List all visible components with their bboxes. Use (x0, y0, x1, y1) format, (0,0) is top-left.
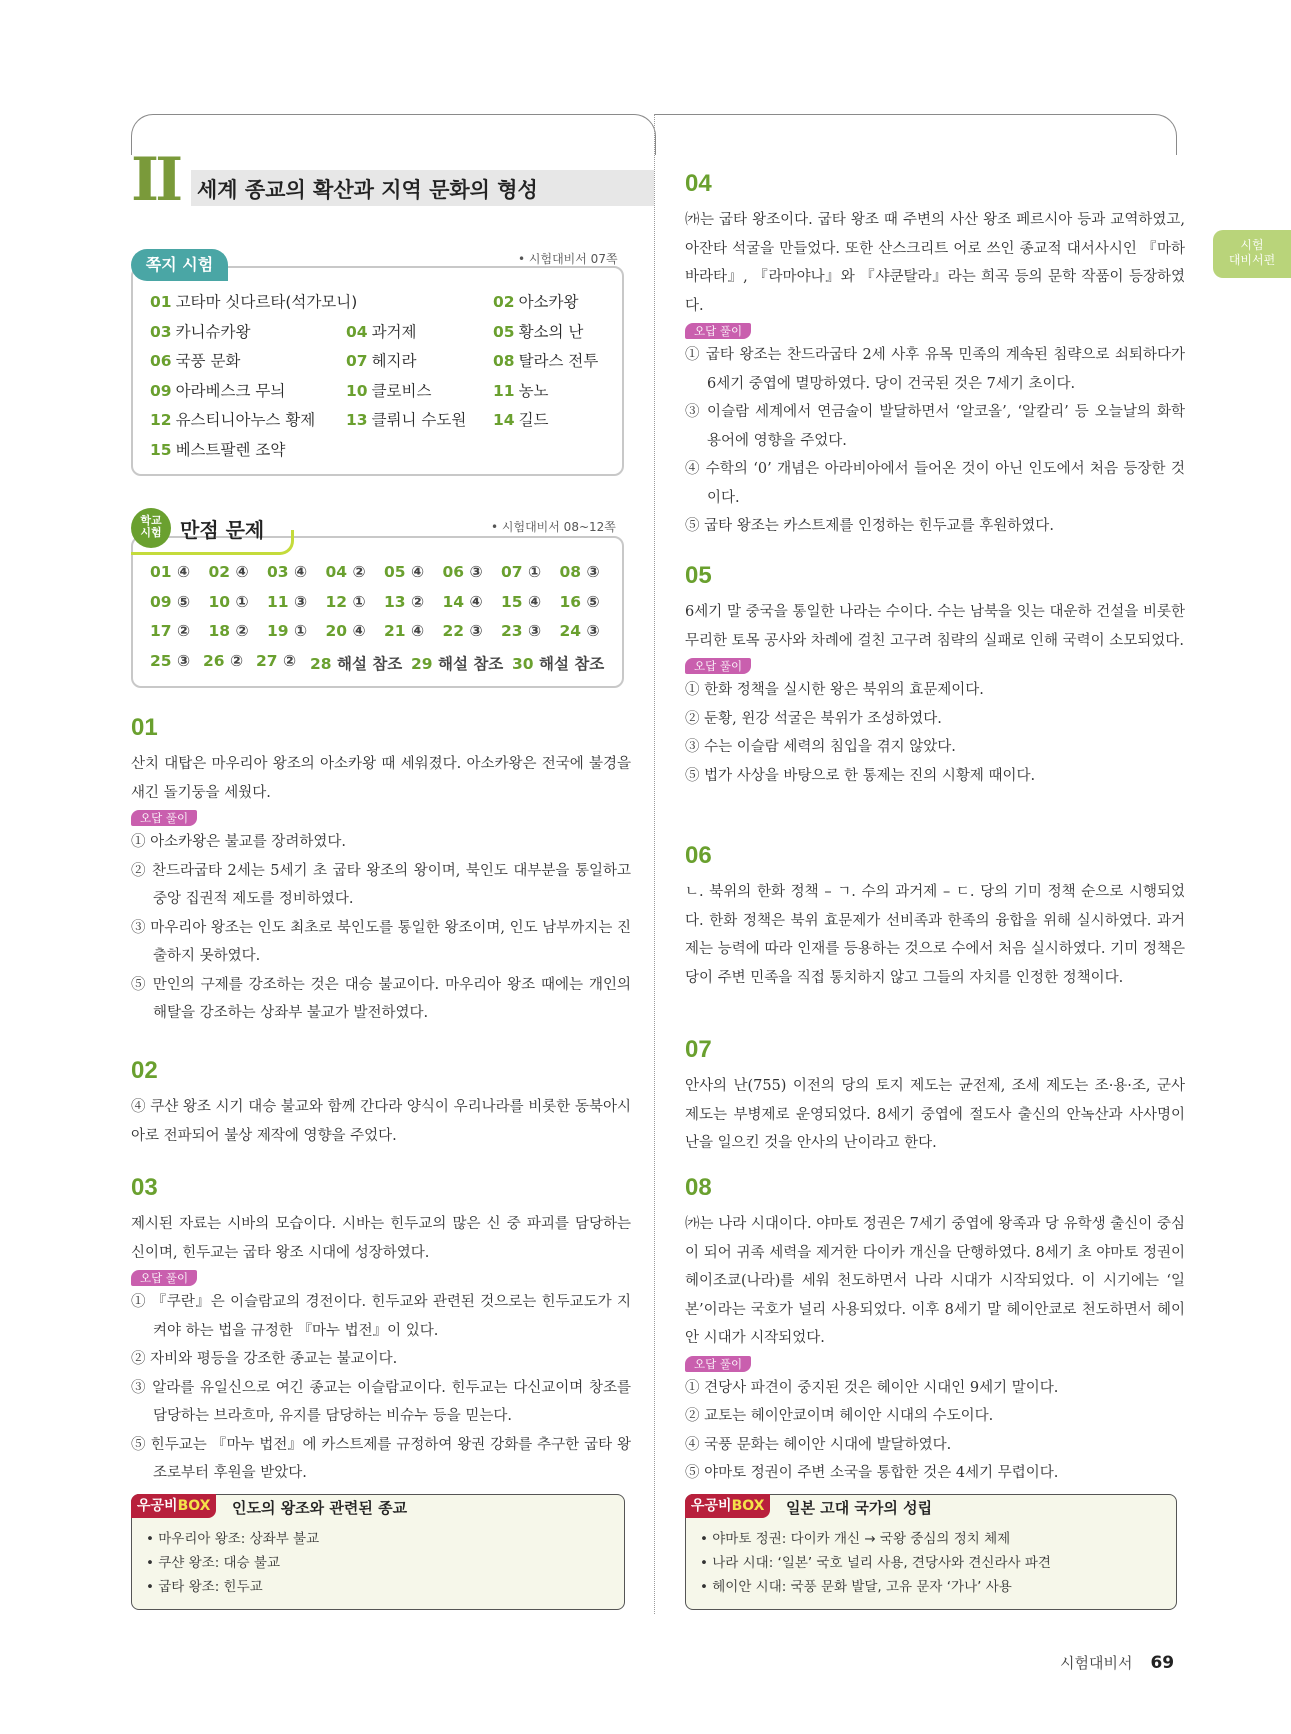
answer-number: 23 (501, 622, 523, 640)
page-frame-right (654, 114, 1177, 155)
answer-value: ③ (293, 592, 308, 611)
question-text: 안사의 난(755) 이전의 당의 토지 제도는 균전제, 조세 제도는 조·용·조, 군사 제도는 부병제로 운영되었다. 8세기 중엽에 절도사 출신의 안녹산과 사사명이 난을 일으킨 것을 안사의 난이라고 한다. (685, 1078, 1185, 1151)
question-text: ㄴ. 북위의 한화 정책 – ㄱ. 수의 과거제 – ㄷ. 당의 기미 정책 순으로 시행되었다. 한화 정책은 북위 효문제가 선비족과 한족의 융합을 위해 실시하였다. 과거제는 능력에 따라 인재를 등용하는 것으로 수에서 처음 실시하였다. 기미 정책은 당이 주변 민족을 직접 통치하지 않고 그들의 자치를 인정한 정책이다. (685, 884, 1185, 986)
jjokji-item (150, 379, 285, 401)
answer-number: 06 (442, 563, 465, 581)
answer-item (512, 652, 604, 674)
answer-value: ④ (469, 592, 483, 611)
jjokji-item (493, 320, 583, 342)
item-number: 08 (493, 352, 515, 370)
odap-item: ⑤ 굽타 왕조는 카스트제를 인정하는 힌두교를 후원하였다. (685, 518, 1054, 534)
odap-label: 오답 풀이 (685, 658, 751, 674)
item-text: 아소카왕 (518, 293, 579, 311)
item-number: 15 (150, 440, 172, 459)
answer-value: ① (352, 592, 366, 611)
answer-item (150, 563, 190, 581)
side-tab-line1: 시험 (1240, 238, 1264, 252)
answer-item (203, 652, 243, 670)
answer-number: 26 (203, 651, 225, 670)
odap-label: 오답 풀이 (131, 810, 197, 826)
chapter-title: 세계 종교의 확산과 지역 문화의 형성 (197, 178, 538, 202)
odap-item: ② 교토는 헤이안쿄이며 헤이안 시대의 수도이다. (685, 1408, 994, 1424)
jjokji-item (346, 379, 431, 401)
answer-item (150, 652, 190, 670)
item-number: 06 (150, 352, 172, 370)
answer-item (267, 622, 307, 640)
ugongbi-tag (131, 1494, 216, 1518)
answer-item (384, 622, 424, 640)
odap-item: ⑤ 야마토 정권이 주변 소국을 통합한 것은 4세기 무렵이다. (685, 1465, 1059, 1481)
item-text: 클뤼니 수도원 (371, 411, 467, 429)
column-divider (654, 114, 655, 1614)
question-08 (685, 1174, 1185, 1488)
question-number: 05 (685, 562, 712, 589)
item-number: 12 (150, 411, 172, 429)
item-text: 길드 (518, 411, 549, 429)
question-number: 04 (685, 170, 712, 197)
footer-label: 시험대비서 (1060, 1654, 1133, 1672)
answer-number: 14 (442, 592, 465, 611)
answer-item (267, 563, 307, 581)
item-number: 07 (346, 352, 368, 370)
ugongbi-item: • 마우리아 왕조: 상좌부 불교 (146, 1531, 320, 1547)
odap-item: ② 자비와 평등을 강조한 종교는 불교이다. (131, 1351, 398, 1367)
answer-number: 29 (411, 654, 433, 673)
jjokji-item (493, 408, 549, 430)
odap-item: ① 한화 정책을 실시한 왕은 북위의 효문제이다. (685, 682, 984, 698)
item-number: 04 (346, 322, 368, 341)
item-text: 황소의 난 (518, 322, 584, 341)
answer-item (443, 622, 483, 640)
odap-item: ① 견당사 파견이 중지된 것은 헤이안 시대인 9세기 말이다. (685, 1379, 1059, 1396)
jjokji-item (150, 349, 240, 371)
odap-item: ⑤ 만인의 구제를 강조하는 것은 대승 불교이다. 마우리아 왕조 때에는 개인의 해탈을 강조하는 상좌부 불교가 발전하였다. (131, 976, 631, 1021)
answer-number: 28 (310, 654, 332, 673)
answer-number: 04 (325, 563, 348, 581)
answer-number: 19 (267, 622, 289, 640)
question-text: 6세기 말 중국을 통일한 나라는 수이다. 수는 남북을 잇는 대운하 건설을 비롯한 무리한 토목 공사와 차례에 걸친 고구려 침략의 실패로 인해 국력이 소모되었다. (685, 604, 1185, 649)
answer-value: ④ (352, 622, 366, 640)
answer-number: 24 (559, 622, 582, 640)
odap-item: ⑤ 법가 사상을 바탕으로 한 통제는 진의 시황제 때이다. (685, 767, 1036, 784)
answer-value: ② (410, 592, 425, 611)
page-number: 69 (1150, 1653, 1175, 1673)
answer-number: 18 (208, 622, 231, 640)
answer-value: ④ (176, 563, 191, 581)
answer-item (326, 622, 366, 640)
item-number: 13 (346, 411, 368, 429)
item-text: 베스트팔렌 조약 (175, 440, 286, 459)
question-01 (131, 714, 631, 1028)
odap-item: ③ 마우리아 왕조는 인도 최초로 북인도를 통일한 왕조이며, 인도 남부까지는 진출하지 못하였다. (131, 919, 631, 964)
answer-number: 13 (384, 592, 406, 611)
answer-value: ④ (527, 592, 542, 611)
answer-value: ④ (293, 563, 308, 581)
odap-item: ① 아소카왕은 불교를 장려하였다. (131, 834, 347, 850)
manjeom-ref-text: 시험대비서 08~12쪽 (501, 520, 616, 534)
ugongbi-tag-box: BOX (731, 1498, 765, 1514)
odap-item: ④ 국풍 문화는 헤이안 시대에 발달하였다. (685, 1436, 952, 1453)
odap-label: 오답 풀이 (685, 1356, 751, 1372)
item-text: 클로비스 (371, 381, 432, 400)
answer-value: ① (527, 563, 542, 581)
answer-item (150, 622, 190, 640)
answer-number: 16 (559, 592, 582, 611)
answer-value: ② (229, 651, 244, 670)
item-text: 고타마 싯다르타(석가모니) (175, 293, 358, 311)
question-number: 03 (131, 1174, 158, 1201)
question-number: 02 (131, 1057, 158, 1084)
answer-item (411, 652, 503, 674)
item-text: 아라베스크 무늬 (175, 381, 286, 400)
answer-item (501, 622, 541, 640)
answer-value: ⑤ (586, 592, 600, 611)
item-number: 05 (493, 322, 515, 341)
question-number: 01 (131, 714, 158, 741)
answer-value: ② (352, 563, 366, 581)
jjokji-ref-text: 시험대비서 07쪽 (528, 252, 618, 266)
answer-item (560, 563, 600, 581)
item-text: 농노 (518, 381, 549, 400)
answer-value: 해설 참조 (437, 654, 504, 673)
answer-item (443, 563, 483, 581)
odap-label: 오답 풀이 (685, 323, 751, 339)
answer-item (256, 652, 296, 670)
item-text: 헤지라 (371, 352, 417, 370)
jjokji-item (346, 320, 417, 342)
answer-number: 07 (501, 563, 523, 581)
answer-value: 해설 참조 (336, 654, 403, 673)
side-tab-line2: 대비서편 (1228, 253, 1276, 267)
question-07 (685, 1036, 1185, 1158)
question-02 (131, 1057, 631, 1150)
jjokji-item (150, 438, 285, 460)
answer-number: 15 (501, 592, 523, 611)
item-text: 국풍 문화 (175, 352, 241, 370)
odap-item: ③ 이슬람 세계에서 연금술이 발달하면서 ‘알코올’, ‘알칼리’ 등 오늘날의 화학 용어에 영향을 주었다. (685, 404, 1185, 449)
chapter-number: II (131, 145, 180, 215)
answer-value: ① (235, 592, 249, 611)
answer-value: ④ (410, 563, 425, 581)
answer-item (209, 622, 249, 640)
jjokji-item (150, 290, 357, 312)
jjokji-item (493, 290, 578, 312)
answer-number: 17 (150, 622, 172, 640)
answer-item (501, 593, 541, 611)
odap-item: ① 굽타 왕조는 찬드라굽타 2세 사후 유목 민족의 계속된 침략으로 쇠퇴하다가 6세기 중엽에 멸망하였다. 당이 건국된 것은 7세기 초이다. (685, 347, 1185, 392)
answer-value: ④ (235, 563, 249, 581)
answer-value: ③ (469, 622, 483, 640)
odap-item: ③ 알라를 유일신으로 여긴 종교는 이슬람교이다. 힌두교는 다신교이며 창조를 담당하는 브라흐마, 유지를 담당하는 비슈누 등을 믿는다. (131, 1379, 631, 1424)
question-text: 제시된 자료는 시바의 모습이다. 시바는 힌두교의 많은 신 중 파괴를 담당하는 신이며, 힌두교는 굽타 왕조 시대에 성장하였다. (131, 1216, 631, 1261)
ugongbi-item: • 쿠샨 왕조: 대승 불교 (146, 1555, 281, 1571)
ugongbi-item: • 헤이안 시대: 국풍 문화 발달, 고유 문자 ‘가나’ 사용 (700, 1579, 1012, 1595)
ugongbi-tag-text: 우공비 (691, 1498, 732, 1514)
answer-value: ③ (586, 622, 600, 640)
answer-item (443, 593, 483, 611)
answer-value: ③ (586, 563, 600, 581)
question-text: ㈎는 나라 시대이다. 야마토 정권은 7세기 중엽에 왕족과 당 유학생 출신이 중심이 되어 귀족 세력을 제거한 다이카 개신을 단행하였다. 8세기 초 야마토 정권이 헤이조쿄(나라)를 세워 천도하면서 나라 시대가 시작되었다. 이 시기에는 ‘일본’이라는 국호가 널리 사용되었다. 이후 8세기 말 헤이안쿄로 천도하면서 헤이안 시대가 시작되었다. (685, 1216, 1185, 1346)
question-number: 06 (685, 842, 712, 869)
answer-number: 12 (325, 592, 348, 611)
answer-number: 11 (267, 592, 289, 611)
answer-number: 21 (384, 622, 406, 640)
odap-item: ③ 수는 이슬람 세력의 침입을 겪지 않았다. (685, 739, 956, 755)
answer-item (501, 563, 541, 581)
answer-number: 02 (208, 563, 231, 581)
jjokji-ref: • 시험대비서 07쪽 (518, 252, 618, 266)
jjokji-item (346, 408, 466, 430)
ugongbi-title: 인도의 왕조와 관련된 종교 (232, 1499, 408, 1517)
answer-item (150, 593, 190, 611)
answer-value: ② (176, 622, 191, 640)
answer-number: 09 (150, 592, 172, 611)
answer-number: 01 (150, 563, 172, 581)
item-number: 09 (150, 381, 172, 400)
question-04 (685, 170, 1185, 541)
answer-number: 30 (512, 654, 534, 673)
page-footer (1060, 1652, 1174, 1673)
jjokji-label: 쪽지 시험 (131, 249, 228, 281)
question-number: 07 (685, 1036, 712, 1063)
answer-value: ③ (469, 563, 483, 581)
ugongbi-item: • 굽타 왕조: 힌두교 (146, 1579, 263, 1595)
answer-number: 05 (384, 563, 406, 581)
answer-item (560, 593, 600, 611)
odap-item: ⑤ 힌두교는 『마누 법전』에 카스트제를 규정하여 왕권 강화를 추구한 굽타 왕조로부터 후원을 받았다. (131, 1436, 631, 1481)
answer-value: ④ (410, 622, 425, 640)
jjokji-item (150, 320, 250, 342)
manjeom-title: 만점 문제 (180, 518, 265, 542)
answer-item (384, 563, 424, 581)
item-number: 03 (150, 322, 172, 341)
answer-item (326, 563, 366, 581)
answer-item (560, 622, 600, 640)
answer-value: 해설 참조 (538, 654, 605, 673)
answer-item (267, 593, 307, 611)
answer-value: ② (235, 622, 249, 640)
item-number: 11 (493, 381, 515, 400)
question-text: 산치 대탑은 마우리아 왕조의 아소카왕 때 세워졌다. 아소카왕은 전국에 불경을 새긴 돌기둥을 세웠다. (131, 756, 632, 801)
chapter-header (131, 145, 654, 215)
odap-item: ② 둔황, 윈강 석굴은 북위가 조성하였다. (685, 710, 942, 727)
jjokji-item (493, 379, 549, 401)
answer-item (209, 593, 249, 611)
answer-number: 22 (442, 622, 465, 640)
jjokji-item (346, 349, 417, 371)
answer-number: 25 (150, 651, 172, 670)
jjokji-item (150, 408, 315, 430)
answer-item (209, 563, 249, 581)
answer-number: 08 (559, 563, 582, 581)
question-03 (131, 1174, 631, 1488)
answer-value: ⑤ (176, 592, 191, 611)
ugongbi-tag-text: 우공비 (137, 1498, 178, 1514)
question-text: ④ 쿠샨 왕조 시기 대승 불교와 함께 간다라 양식이 우리나라를 비롯한 동북아시아로 전파되어 불상 제작에 영향을 주었다. (131, 1099, 631, 1144)
item-number: 01 (150, 293, 172, 311)
answer-number: 10 (208, 592, 231, 611)
item-text: 탈라스 전투 (518, 352, 599, 370)
item-text: 카니슈카왕 (175, 322, 251, 341)
item-number: 14 (493, 411, 515, 429)
item-text: 과거제 (371, 322, 417, 341)
side-tab[interactable] (1213, 230, 1291, 278)
question-06 (685, 842, 1185, 992)
ugongbi-box-japan (685, 1494, 1177, 1610)
manjeom-ref: • 시험대비서 08~12쪽 (491, 520, 616, 534)
ugongbi-item: • 나라 시대: ‘일본’ 국호 널리 사용, 견당사와 견신라사 파견 (700, 1555, 1051, 1571)
ugongbi-item: • 야마토 정권: 다이카 개신 → 국왕 중심의 정치 체제 (700, 1531, 1011, 1547)
answer-item (310, 652, 402, 674)
item-number: 10 (346, 381, 368, 400)
answer-value: ① (293, 622, 308, 640)
question-number: 08 (685, 1174, 712, 1201)
answer-value: ② (282, 651, 297, 670)
answer-item (326, 593, 366, 611)
answer-number: 27 (256, 651, 278, 670)
ugongbi-tag (685, 1494, 770, 1518)
jjokji-item (493, 349, 598, 371)
ugongbi-box-india (131, 1494, 625, 1610)
question-05 (685, 562, 1185, 790)
answer-value: ③ (176, 651, 191, 670)
manjeom-badge: 학교 시험 (131, 508, 171, 548)
question-text: ㈎는 굽타 왕조이다. 굽타 왕조 때 주변의 사산 왕조 페르시아 등과 교역하였고, 아잔타 석굴을 만들었다. 또한 산스크리트 어로 쓰인 종교적 대서사시인 『마하바라타』, 『라마야나』와 『샤쿤탈라』라는 희곡 등의 문학 작품이 등장하였다. (685, 212, 1185, 314)
answer-number: 20 (325, 622, 348, 640)
answer-item (384, 593, 424, 611)
answer-number: 03 (267, 563, 289, 581)
ugongbi-title: 일본 고대 국가의 성립 (786, 1499, 933, 1517)
odap-item: ① 『쿠란』은 이슬람교의 경전이다. 힌두교와 관련된 것으로는 힌두교도가 지켜야 하는 법을 규정한 『마누 법전』이 있다. (131, 1294, 631, 1339)
item-text: 유스티니아누스 황제 (175, 411, 316, 429)
odap-label: 오답 풀이 (131, 1270, 197, 1286)
item-number: 02 (493, 293, 515, 311)
odap-item: ④ 수학의 ‘0’ 개념은 아라비아에서 들어온 것이 아닌 인도에서 처음 등장한 것이다. (685, 461, 1185, 506)
ugongbi-tag-box: BOX (177, 1498, 211, 1514)
answer-value: ③ (527, 622, 542, 640)
odap-item: ② 찬드라굽타 2세는 5세기 초 굽타 왕조의 왕이며, 북인도 대부분을 통일하고 중앙 집권적 제도를 정비하였다. (131, 862, 631, 907)
